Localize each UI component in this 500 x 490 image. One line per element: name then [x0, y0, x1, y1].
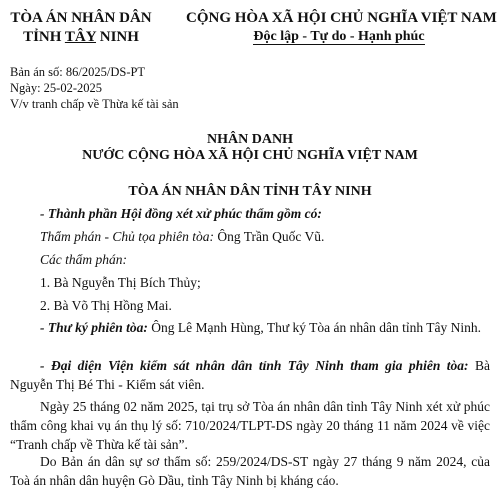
- appeal-paragraph: Do Bản án dân sự sơ thẩm số: 259/2024/DS-ST ngày 27 tháng 9 năm 2024, của Toà án nhân dân huyện Gò Dầu, tỉnh Tây Ninh bị kháng cáo.: [10, 454, 490, 488]
- national-motto: [186, 29, 492, 45]
- judges-label: Các thẩm phán:: [40, 252, 127, 267]
- nation-name: NƯỚC CỘNG HÒA XÃ HỘI CHỦ NGHĨA VIỆT NAM: [82, 148, 418, 163]
- clerk-text: Ông Lê Mạnh Hùng, Thư ký Tòa án nhân dân tỉnh Tây Ninh.: [147, 320, 481, 335]
- motto-text: Độc lập - Tự do - Hạnh phúc: [253, 29, 425, 44]
- judgment-date: Ngày: 25-02-2025: [10, 81, 102, 95]
- court-name-part3: NINH: [96, 29, 139, 45]
- presiding-judge: [40, 229, 324, 245]
- clerk-label: - Thư ký phiên tòa:: [40, 320, 148, 335]
- judgment-subject: V/v tranh chấp về Thừa kế tài sản: [10, 97, 179, 111]
- panel-heading: - Thành phần Hội đồng xét xử phúc thẩm gồm có:: [40, 206, 322, 221]
- court-title: TÒA ÁN NHÂN DÂN TỈNH TÂY NINH: [128, 184, 372, 199]
- court-clerk: [10, 318, 490, 337]
- procuracy-text: Bà Nguyễn Thị Bé Thi - Kiểm sát viên.: [10, 358, 491, 392]
- judge-item-1: 1. Bà Nguyễn Thị Bích Thủy;: [40, 275, 201, 290]
- court-name-line2: [6, 29, 156, 46]
- procuracy-label: - Đại diện Viện kiểm sát nhân dân tỉnh Tây Ninh tham gia phiên tòa:: [40, 358, 469, 373]
- procuracy-representative: [10, 356, 490, 394]
- republic-heading: CỘNG HÒA XÃ HỘI CHỦ NGHĨA VIỆT NAM: [186, 10, 497, 26]
- judge-item-2: 2. Bà Võ Thị Hồng Mai.: [40, 298, 172, 313]
- court-name-line1: TÒA ÁN NHÂN DÂN: [10, 10, 152, 26]
- court-name-part1: TỈNH: [23, 29, 65, 45]
- presiding-name: Ông Trần Quốc Vũ.: [214, 229, 325, 244]
- hearing-paragraph: Ngày 25 tháng 02 năm 2025, tại trụ sở Tòa án nhân dân tỉnh Tây Ninh xét xử phúc thẩm công khai vụ án thụ lý số: 710/2024/TLPT-DS ngày 20 tháng 11 năm 2024 về việc “Tranh chấp về Thừa kế tài sản”.: [10, 399, 490, 452]
- presiding-label: Thẩm phán - Chủ tọa phiên tòa:: [40, 229, 214, 244]
- in-the-name-of: NHÂN DANH: [207, 132, 293, 147]
- court-name-part2: TÂY: [64, 29, 97, 45]
- judgment-number: Bản án số: 86/2025/DS-PT: [10, 65, 146, 79]
